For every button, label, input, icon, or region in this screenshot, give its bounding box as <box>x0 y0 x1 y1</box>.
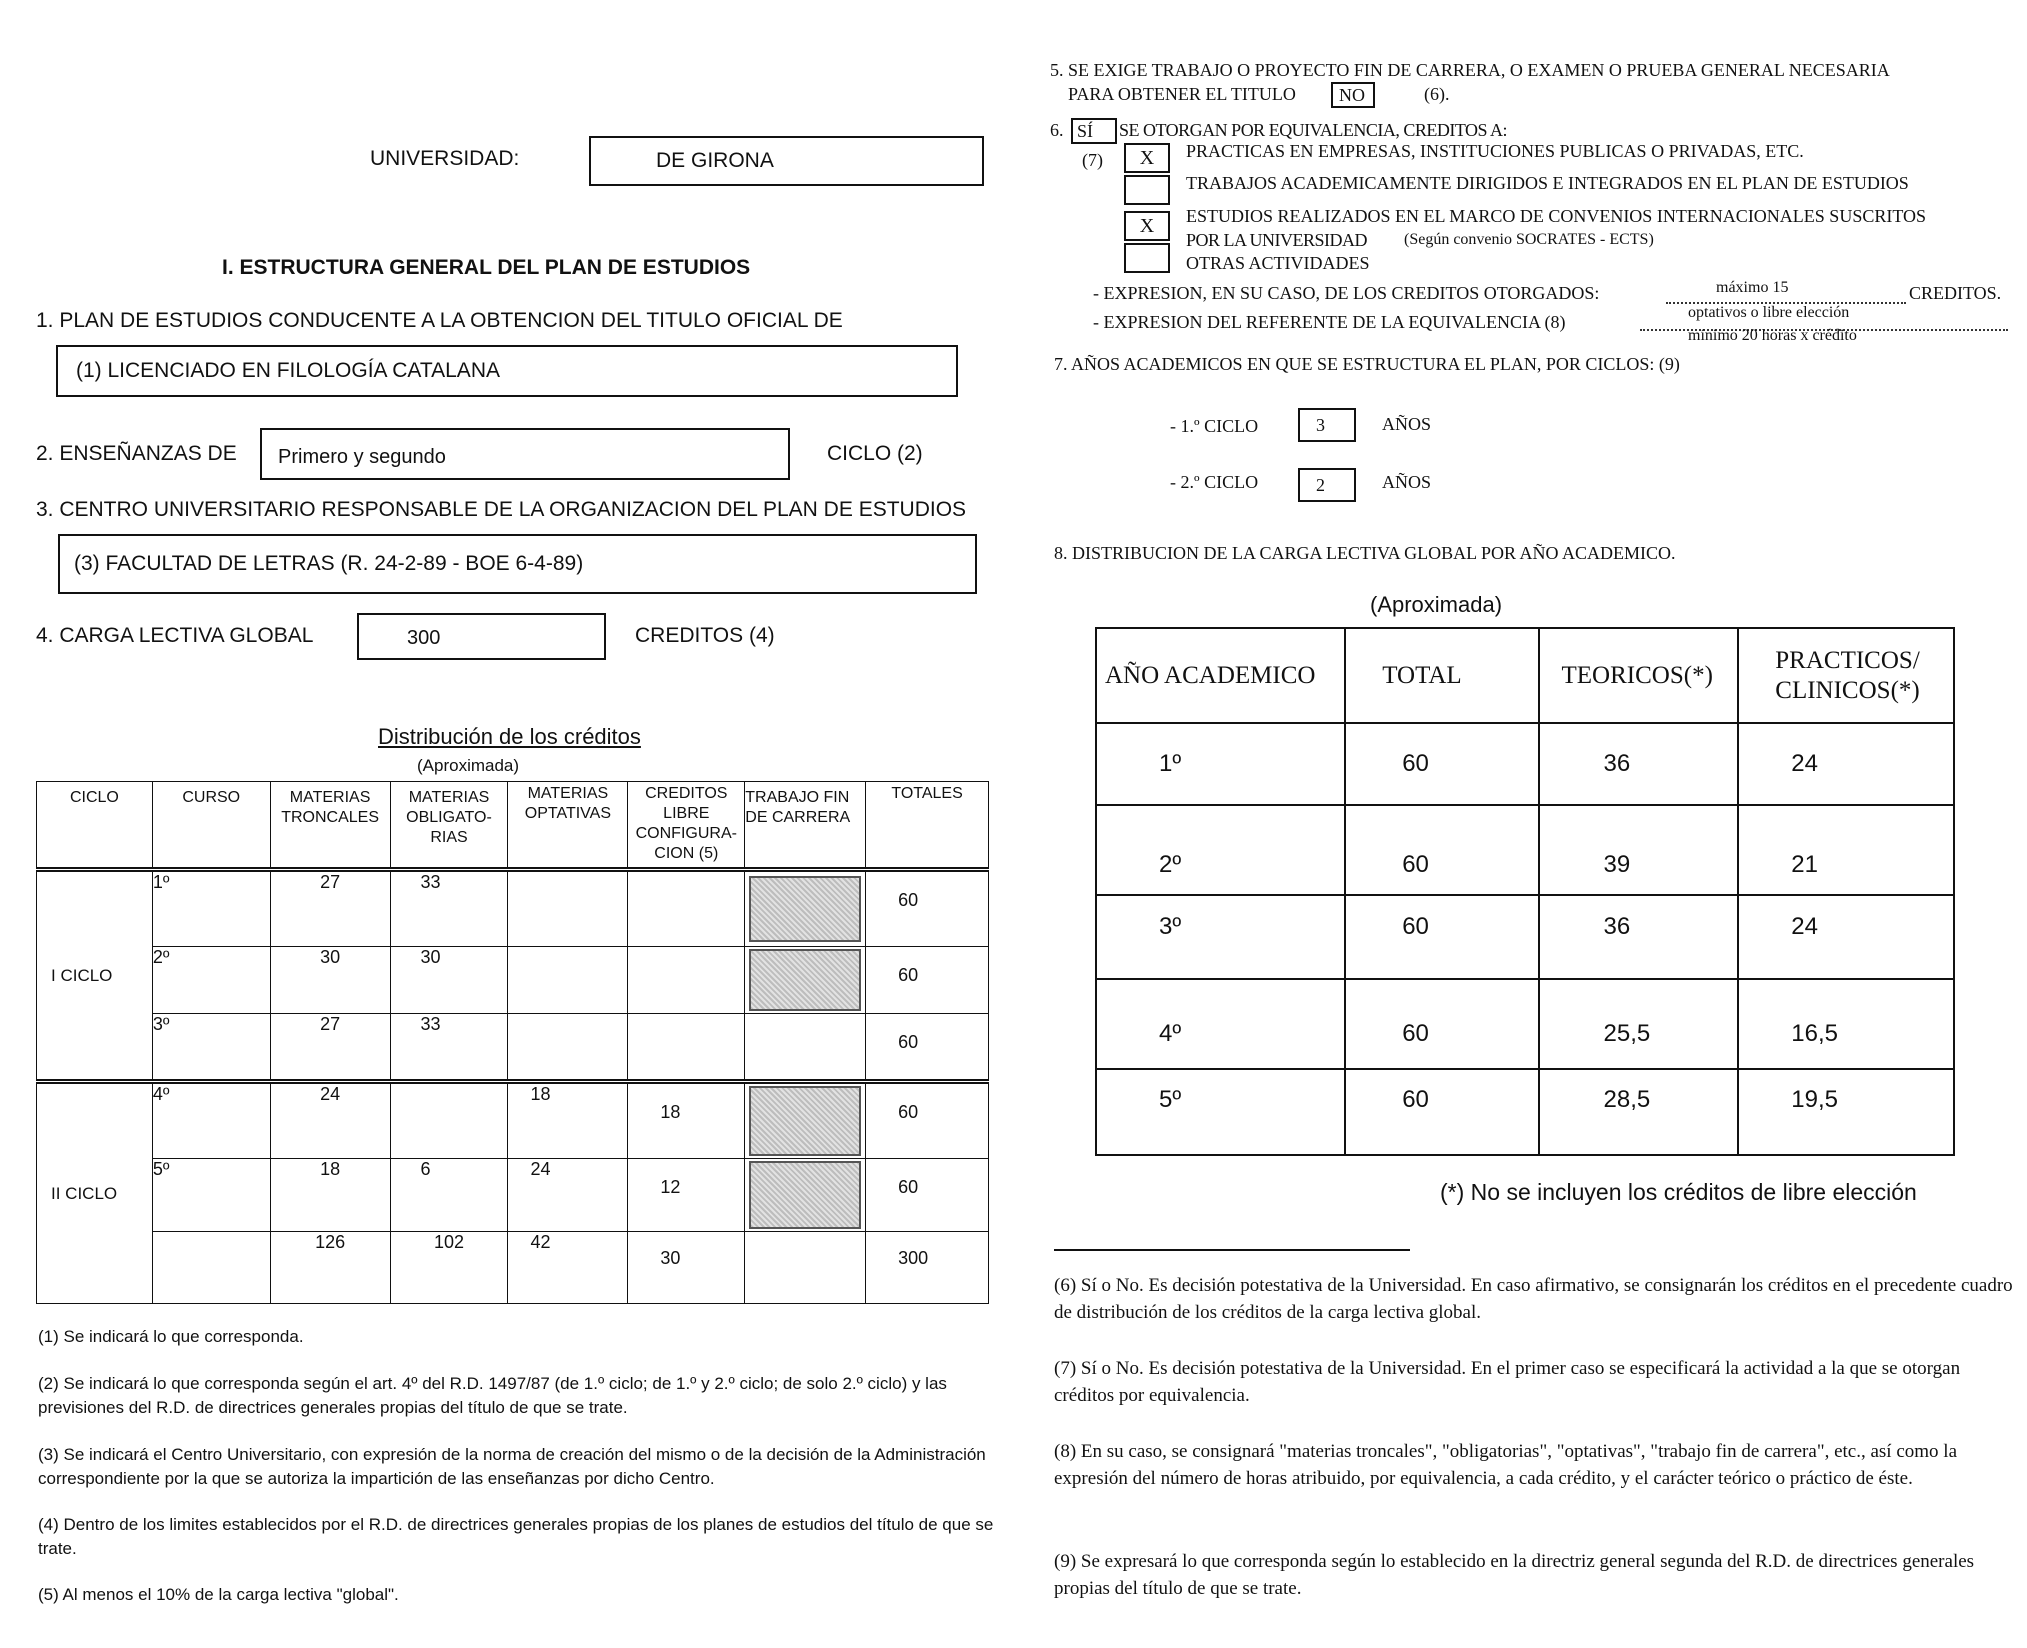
table-cell: 28,5 <box>1539 1069 1739 1155</box>
footnote-5: (5) Al menos el 10% de la carga lectiva "global". <box>38 1585 399 1604</box>
footnote-9: (9) Se expresará lo que corresponda según lo establecido en la directriz general segunda del R.D. de directrices generales propias del título de que se trate. <box>1054 1551 1975 1599</box>
dist-subtitle: (Aproximada) <box>417 756 520 775</box>
expr1-value: máximo 15 <box>1716 279 1789 296</box>
table-cell: 33 <box>390 870 508 947</box>
ciclo1-years-value: 3 <box>1316 415 1325 435</box>
item7-label: 7. AÑOS ACADEMICOS EN QUE SE ESTRUCTURA EL PLAN, POR CICLOS: (9) <box>1054 354 1680 374</box>
header-teoricos: TEORICOS(*) <box>1539 628 1739 723</box>
footnote-3: (3) Se indicará el Centro Universitario, con expresión de la norma de creación del mismo o de la decisión de la Administración correspondiente por la que se autoriza la impartición de las enseñanzas por dicho Centro. <box>38 1445 986 1488</box>
header-ciclo: CICLO <box>37 782 153 870</box>
shaded-block <box>749 1086 861 1156</box>
table-cell: 25,5 <box>1539 979 1739 1069</box>
opt3-line2: POR LA UNIVERSIDAD <box>1186 230 1368 250</box>
table-cell <box>508 1014 628 1082</box>
table-cell: 60 <box>866 1082 989 1159</box>
item6-field <box>1071 118 1117 144</box>
table-cell: 27 <box>270 870 390 947</box>
ciclo1-label-r: - 1.º CICLO <box>1170 416 1259 436</box>
expr1-label: - EXPRESION, EN SU CASO, DE LOS CREDITOS OTORGADOS: <box>1093 283 1600 303</box>
item1-value: (1) LICENCIADO EN FILOLOGÍA CATALANA <box>76 359 500 382</box>
header-total: TOTAL <box>1345 628 1538 723</box>
item6-text: SE OTORGAN POR EQUIVALENCIA, CREDITOS A: <box>1119 120 1508 140</box>
sum-total: 300 <box>866 1232 989 1304</box>
table-cell: 60 <box>1345 979 1538 1069</box>
table-cell <box>628 870 745 947</box>
item2-field <box>260 428 790 480</box>
sum-obligatorias: 102 <box>390 1232 508 1304</box>
table-cell: 60 <box>866 947 989 1014</box>
trabajo-cell <box>745 947 866 1014</box>
dist-title: Distribución de los créditos <box>378 724 641 749</box>
item5-field <box>1331 82 1375 108</box>
header-obligatorias: MATERIAS OBLIGATO-RIAS <box>390 782 508 870</box>
item6-value: SÍ <box>1077 121 1094 141</box>
ciclo1-years-field <box>1298 408 1356 442</box>
shaded-block <box>749 876 861 942</box>
item5-line2: PARA OBTENER EL TITULO <box>1068 84 1296 104</box>
item1-label: 1. PLAN DE ESTUDIOS CONDUCENTE A LA OBTENCION DEL TITULO OFICIAL DE <box>36 309 843 332</box>
expr1-suffix: CREDITOS. <box>1909 283 2002 303</box>
item2-suffix: CICLO (2) <box>827 442 923 465</box>
item5-note: (6). <box>1424 84 1450 104</box>
trabajo-cell <box>745 1159 866 1232</box>
expr2-label: - EXPRESION DEL REFERENTE DE LA EQUIVALENCIA (8) <box>1093 312 1566 332</box>
item5-value: NO <box>1339 85 1365 105</box>
table-row: 2º <box>1096 805 1345 895</box>
item4-value: 300 <box>407 627 441 649</box>
sum-troncales: 126 <box>270 1232 390 1304</box>
footnote-8: (8) En su caso, se consignará "materias troncales", "obligatorias", "optativas", "trabajo fin de carrera", etc., así como la expresión del número de horas atribuido, por equivalencia, a cada crédito, y el carácter teórico o práctico de éste. <box>1054 1441 1958 1489</box>
universidad-value: DE GIRONA <box>656 149 774 172</box>
table-cell: 39 <box>1539 805 1739 895</box>
table-row: 3º <box>1096 895 1345 979</box>
footnote-7: (7) Sí o No. Es decisión potestativa de la Universidad. En el primer caso se especificará la actividad a la que se otorgan créditos por equivalencia. <box>1054 1358 1961 1406</box>
opt2-label: TRABAJOS ACADEMICAMENTE DIRIGIDOS E INTEGRADOS EN EL PLAN DE ESTUDIOS <box>1186 173 1909 193</box>
table-row: 2º <box>152 947 270 1014</box>
table-row: 1º <box>1096 723 1345 805</box>
table-cell: 24 <box>270 1082 390 1159</box>
year-table-note: (*) No se incluyen los créditos de libre elección <box>1440 1179 1917 1205</box>
table-row: 4º <box>1096 979 1345 1069</box>
header-totales: TOTALES <box>866 782 989 870</box>
table-cell: 24 <box>508 1159 628 1232</box>
header-troncales: MATERIAS TRONCALES <box>270 782 390 870</box>
item3-label: 3. CENTRO UNIVERSITARIO RESPONSABLE DE LA ORGANIZACION DEL PLAN DE ESTUDIOS <box>36 498 967 521</box>
shaded-block <box>749 1161 861 1229</box>
expr2-value1: optativos o libre elección <box>1688 304 1850 321</box>
table-cell: 60 <box>1345 805 1538 895</box>
table-cell: 24 <box>1738 723 1954 805</box>
table-cell: 19,5 <box>1738 1069 1954 1155</box>
table-cell: 60 <box>866 870 989 947</box>
table-cell <box>508 870 628 947</box>
header-trabajo: TRABAJO FIN DE CARRERA <box>745 782 866 870</box>
table-cell: 60 <box>866 1014 989 1082</box>
checkbox-trabajos[interactable] <box>1124 175 1170 205</box>
table-row: 5º <box>1096 1069 1345 1155</box>
table-row <box>152 1232 270 1304</box>
table-cell: 30 <box>390 947 508 1014</box>
ciclo1-label: I CICLO <box>51 965 113 985</box>
item2-label: 2. ENSEÑANZAS DE <box>36 442 237 465</box>
table-cell <box>628 1014 745 1082</box>
header-libre: CREDITOS LIBRE CONFIGURA-CION (5) <box>628 782 745 870</box>
ciclo1-anos: AÑOS <box>1382 414 1432 434</box>
opt4-label: OTRAS ACTIVIDADES <box>1186 253 1370 273</box>
ciclo2-cell <box>37 1082 153 1304</box>
footnote-4: (4) Dentro de los limites establecidos por el R.D. de directrices generales propias de los planes de estudios del título de que se trate. <box>38 1515 994 1558</box>
header-optativas: MATERIAS OPTATIVAS <box>508 782 628 870</box>
table-cell: 24 <box>1738 895 1954 979</box>
ciclo2-label: II CICLO <box>51 1183 118 1203</box>
shaded-block <box>749 949 861 1011</box>
item4-suffix: CREDITOS (4) <box>635 624 775 647</box>
year-distribution-table <box>1095 627 1955 1156</box>
item4-field <box>357 613 606 660</box>
opt1-label: PRACTICAS EN EMPRESAS, INSTITUCIONES PUBLICAS O PRIVADAS, ETC. <box>1186 141 1804 161</box>
item8-label: 8. DISTRIBUCION DE LA CARGA LECTIVA GLOBAL POR AÑO ACADEMICO. <box>1054 543 1676 563</box>
year-table-title: (Aproximada) <box>1370 592 1503 617</box>
ciclo2-years-value: 2 <box>1316 475 1325 495</box>
ciclo2-years-field <box>1298 468 1356 502</box>
table-cell <box>508 947 628 1014</box>
item6-num: 6. <box>1050 120 1064 140</box>
table-cell: 27 <box>270 1014 390 1082</box>
trabajo-cell <box>745 870 866 947</box>
table-cell <box>390 1082 508 1159</box>
ciclo2-anos: AÑOS <box>1382 472 1432 492</box>
table-cell <box>628 947 745 1014</box>
opt3-note: (Según convenio SOCRATES - ECTS) <box>1404 231 1654 248</box>
checkbox-convenios[interactable]: X <box>1124 211 1170 241</box>
table-row: 3º <box>152 1014 270 1082</box>
table-row: 1º <box>152 870 270 947</box>
table-row: 5º <box>152 1159 270 1232</box>
table-cell: 36 <box>1539 723 1739 805</box>
table-cell: 18 <box>270 1159 390 1232</box>
table-cell: 18 <box>628 1082 745 1159</box>
sum-optativas: 42 <box>508 1232 628 1304</box>
table-row: 4º <box>152 1082 270 1159</box>
universidad-label: UNIVERSIDAD: <box>370 147 520 170</box>
header-practicos: PRACTICOS/ CLINICOS(*) <box>1738 628 1954 723</box>
opt3-line1: ESTUDIOS REALIZADOS EN EL MARCO DE CONVENIOS INTERNACIONALES SUSCRITOS <box>1186 206 1927 226</box>
trabajo-cell <box>745 1232 866 1304</box>
item3-value: (3) FACULTAD DE LETRAS (R. 24-2-89 - BOE 6-4-89) <box>74 552 584 575</box>
sum-libre: 30 <box>628 1232 745 1304</box>
footnote-1: (1) Se indicará lo que corresponda. <box>38 1327 304 1346</box>
item2-value: Primero y segundo <box>278 446 446 468</box>
item1-field <box>56 345 958 397</box>
table-cell: 21 <box>1738 805 1954 895</box>
trabajo-cell <box>745 1082 866 1159</box>
item3-field <box>58 534 977 594</box>
table-cell: 60 <box>1345 1069 1538 1155</box>
trabajo-cell <box>745 1014 866 1082</box>
item6-note: (7) <box>1082 150 1103 170</box>
ciclo1-cell <box>37 870 153 1082</box>
footnote-divider <box>1054 1249 1410 1251</box>
distribution-table <box>36 781 989 1304</box>
universidad-field <box>589 136 984 186</box>
table-cell: 16,5 <box>1738 979 1954 1069</box>
footnote-2: (2) Se indicará lo que corresponda según el art. 4º del R.D. 1497/87 (de 1.º ciclo; de 1.º y 2.º ciclo; de solo 2.º ciclo) y las previsiones del R.D. de directrices generales propias del título de que se trate. <box>38 1374 947 1417</box>
table-cell: 6 <box>390 1159 508 1232</box>
table-cell: 60 <box>1345 723 1538 805</box>
table-cell: 60 <box>866 1159 989 1232</box>
table-cell: 12 <box>628 1159 745 1232</box>
checkbox-practicas[interactable]: X <box>1124 143 1170 173</box>
checkbox-otras[interactable] <box>1124 243 1170 273</box>
item4-label: 4. CARGA LECTIVA GLOBAL <box>36 624 314 647</box>
table-cell: 60 <box>1345 895 1538 979</box>
item5-line1: 5. SE EXIGE TRABAJO O PROYECTO FIN DE CARRERA, O EXAMEN O PRUEBA GENERAL NECESARIA <box>1050 60 1890 80</box>
section-title: I. ESTRUCTURA GENERAL DEL PLAN DE ESTUDIOS <box>222 256 751 279</box>
expr2-value2: mínimo 20 horas x crédito <box>1688 327 1857 344</box>
table-cell: 30 <box>270 947 390 1014</box>
ciclo2-label-r: - 2.º CICLO <box>1170 472 1259 492</box>
table-cell: 33 <box>390 1014 508 1082</box>
header-curso: CURSO <box>152 782 270 870</box>
table-cell: 18 <box>508 1082 628 1159</box>
table-cell: 36 <box>1539 895 1739 979</box>
footnote-6: (6) Sí o No. Es decisión potestativa de la Universidad. En caso afirmativo, se consignarán los créditos en el precedente cuadro de distribución de los créditos de la carga lectiva global. <box>1054 1275 2013 1323</box>
header-ano: AÑO ACADEMICO <box>1096 628 1345 723</box>
